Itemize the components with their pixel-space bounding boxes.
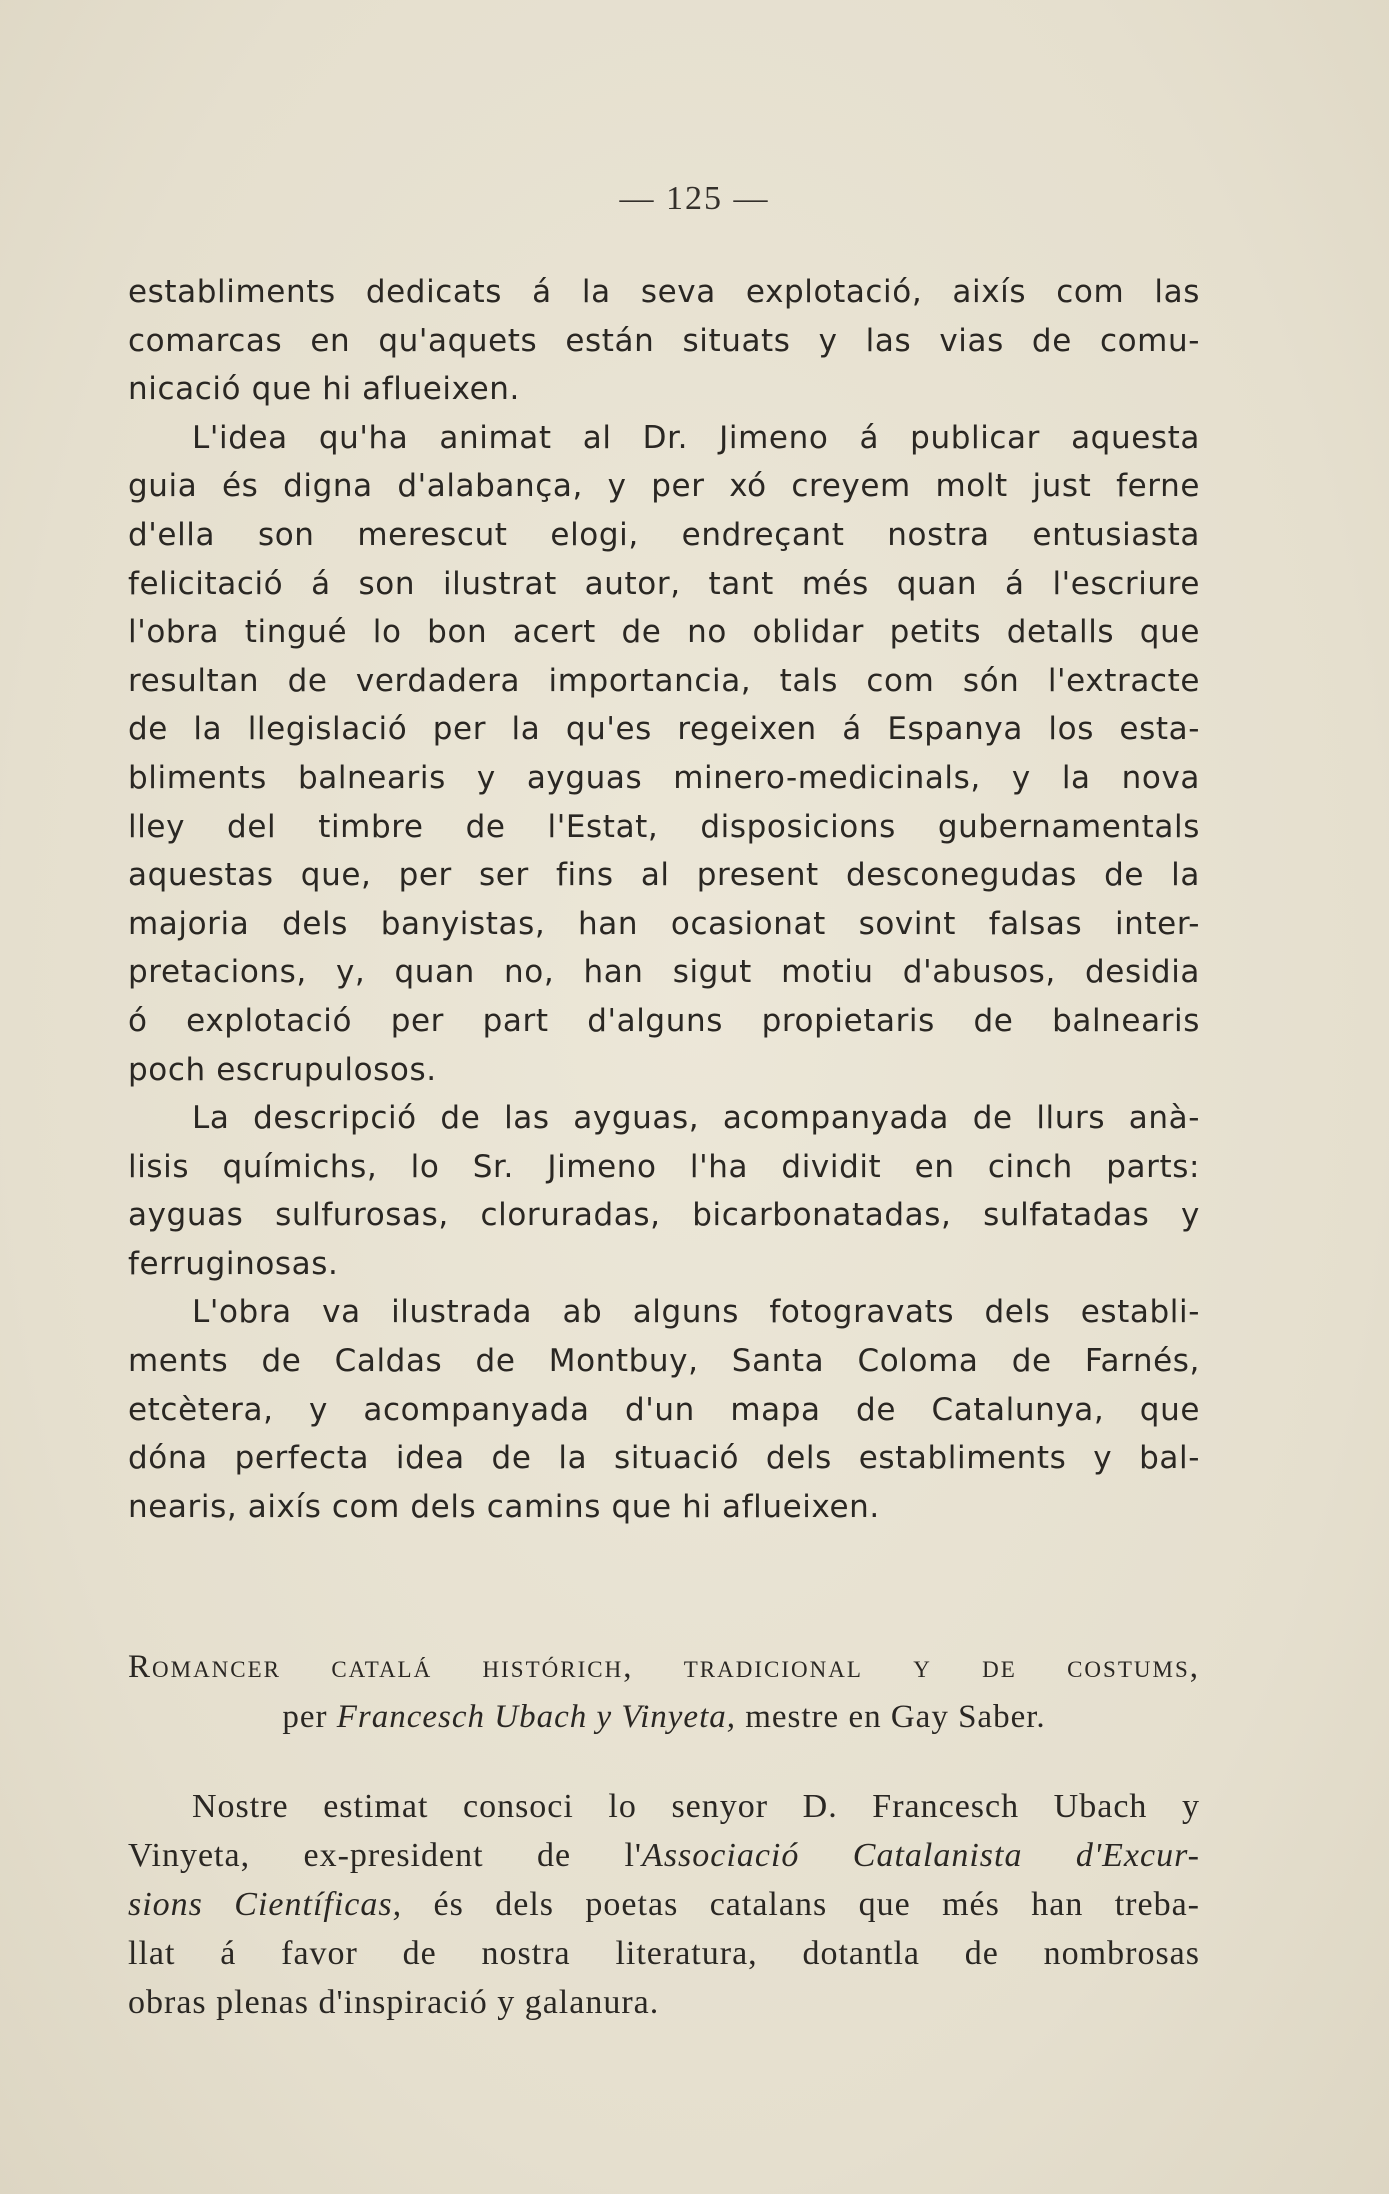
text-segment: és dels poetas catalans que més han treba- — [433, 1886, 1201, 1923]
text-line: guia és digna d'alabança, y per xó creyem molt just ferne — [128, 468, 1200, 505]
text-line — [128, 1831, 1200, 1880]
text-line: Nostre estimat consoci lo senyor D. Francesch Ubach y — [192, 1788, 1200, 1825]
text-line: resultan de verdadera importancia, tals com són l'extracte — [128, 662, 1200, 699]
review2-text-column — [128, 1782, 1200, 2027]
book-title: Romancer catalá histórich, tradicional y de costums, — [128, 1649, 1200, 1685]
text-line: majoria dels banyistas, han ocasionat sovint falsas inter- — [128, 905, 1200, 942]
text-line: ferruginosas. — [128, 1245, 339, 1282]
page-number: — 125 — — [619, 180, 770, 217]
text-line: nicació que hi aflueixen. — [128, 371, 520, 408]
text-line: nearis, aixís com dels camins que hi aflueixen. — [128, 1488, 880, 1525]
text-line: felicitació á son ilustrat autor, tant més quan á l'escriure — [128, 565, 1200, 602]
book-author: Francesch Ubach y Vinyeta, — [336, 1699, 736, 1735]
byline-prefix: per — [282, 1699, 328, 1735]
text-line: ments de Caldas de Montbuy, Santa Coloma de Farnés, — [128, 1343, 1200, 1380]
society-name-end: sions Científicas, — [128, 1886, 403, 1923]
text-line: obras plenas d'inspiració y galanura. — [128, 1984, 660, 2021]
text-line: dóna perfecta idea de la situació dels establiments y bal- — [128, 1440, 1200, 1477]
text-line: bliments balnearis y ayguas minero-medicinals, y la nova — [128, 759, 1200, 796]
review-heading — [128, 1642, 1200, 1742]
text-line: lley del timbre de l'Estat, disposicions gubernamentals — [128, 808, 1200, 845]
review-text-column — [128, 268, 1200, 1531]
text-line: de la llegislació per la qu'es regeixen á Espanya los esta- — [128, 711, 1200, 748]
text-line: etcètera, y acompanyada d'un mapa de Catalunya, que — [128, 1391, 1200, 1428]
text-line: L'idea qu'ha animat al Dr. Jimeno á publicar aquesta — [192, 419, 1200, 456]
book-byline — [128, 1692, 1200, 1742]
text-line: La descripció de las ayguas, acompanyada de llurs anà- — [192, 1100, 1200, 1137]
text-segment: Vinyeta, ex-president de l' — [128, 1837, 643, 1874]
text-line: llat á favor de nostra literatura, dotantla de nombrosas — [128, 1935, 1200, 1972]
text-line: aquestas que, per ser fins al present desconegudas de la — [128, 857, 1200, 894]
society-name: Associació Catalanista d'Excur- — [642, 1837, 1200, 1874]
text-line: poch escrupulosos. — [128, 1051, 437, 1088]
author-title: mestre en Gay Saber. — [745, 1699, 1046, 1735]
text-line: pretacions, y, quan no, han sigut motiu d'abusos, desidia — [128, 954, 1200, 991]
text-line: d'ella son merescut elogi, endreçant nostra entusiasta — [128, 516, 1200, 553]
text-line: L'obra va ilustrada ab alguns fotogravats dels establi- — [192, 1294, 1200, 1331]
text-line: lisis químichs, lo Sr. Jimeno l'ha dividit en cinch parts: — [128, 1148, 1200, 1185]
text-line: ó explotació per part d'alguns propietaris de balnearis — [128, 1002, 1200, 1039]
text-line: establiments dedicats á la seva explotació, aixís com las — [128, 274, 1200, 310]
text-line: comarcas en qu'aquets están situats y las vias de comu- — [128, 322, 1200, 359]
text-line: ayguas sulfurosas, cloruradas, bicarbonatadas, sulfatadas y — [128, 1197, 1200, 1234]
text-line — [128, 1880, 1200, 1929]
text-line: l'obra tingué lo bon acert de no oblidar petits detalls que — [128, 614, 1200, 651]
